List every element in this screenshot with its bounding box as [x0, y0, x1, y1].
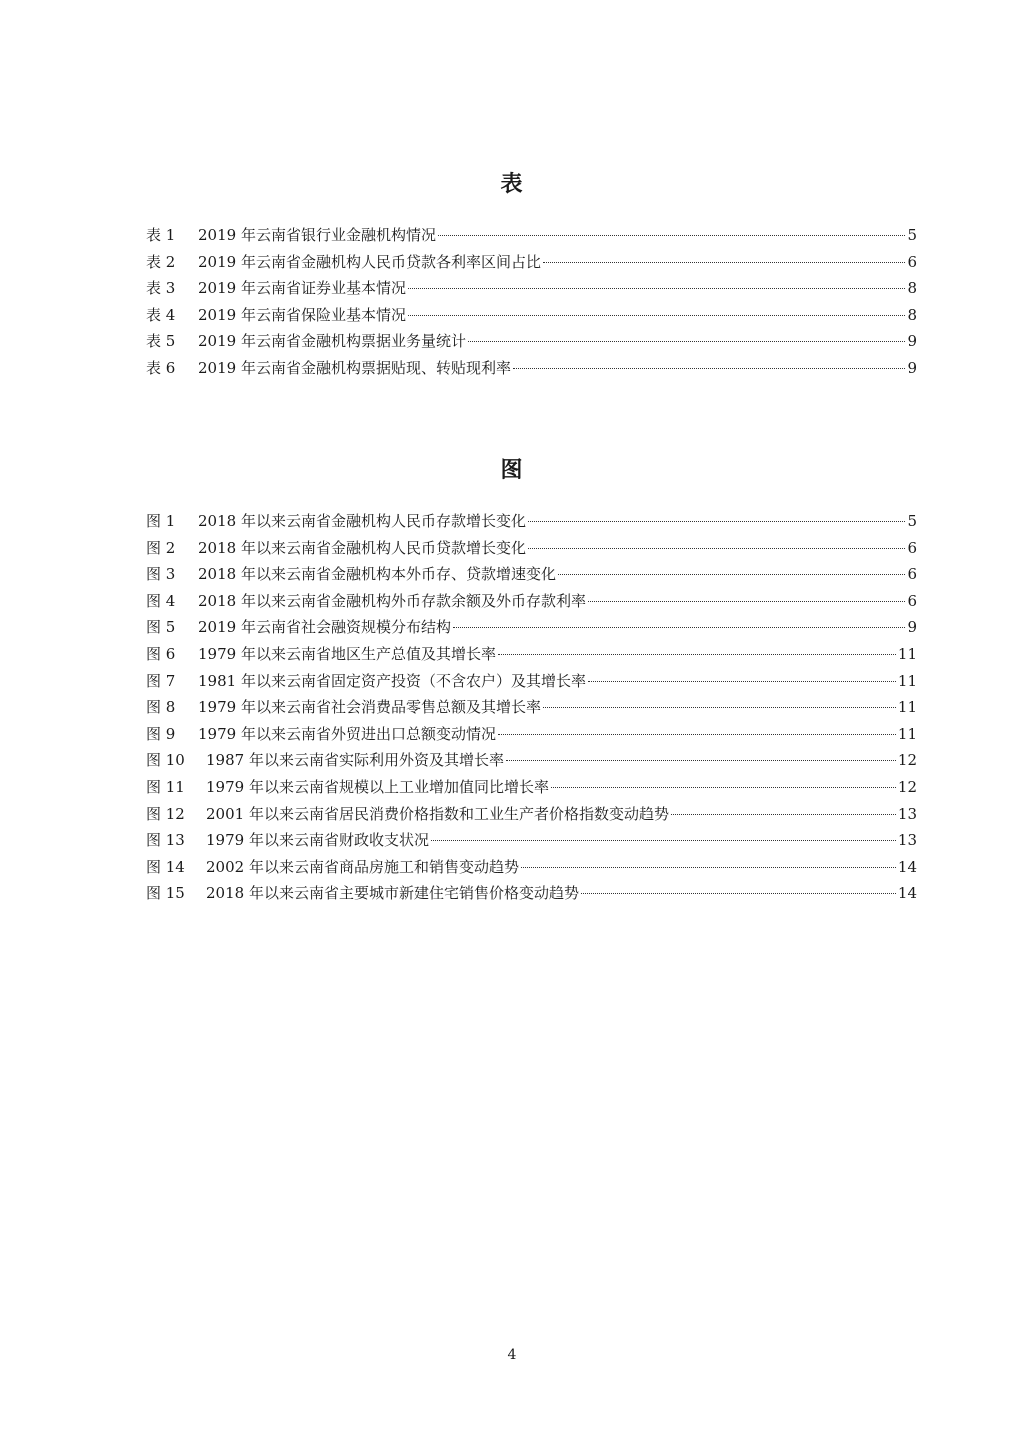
table-toc-entry-caption: 2019 年云南省金融机构人民币贷款各利率区间占比: [198, 252, 541, 271]
table-toc-entry[interactable]: [146, 355, 917, 382]
dot-leader: [551, 787, 896, 788]
table-toc-entry-page: 8: [907, 305, 917, 324]
figure-toc-entry[interactable]: [146, 880, 917, 907]
figure-toc-entry-page: 9: [907, 618, 917, 637]
figure-toc-entry-page: 14: [897, 857, 917, 876]
figure-toc-entry[interactable]: [146, 774, 917, 801]
figure-toc-entry[interactable]: [146, 747, 917, 774]
figure-toc-entry-label: 图 11: [146, 777, 185, 796]
dot-leader: [506, 760, 896, 761]
figures-toc-list: [146, 508, 917, 907]
table-toc-entry-label: 表 6: [146, 358, 176, 377]
dot-leader: [468, 341, 906, 342]
figure-toc-entry-label: 图 10: [146, 751, 185, 770]
figure-toc-entry-page: 5: [907, 512, 917, 530]
tables-section-title: 表: [500, 171, 524, 197]
figure-toc-entry[interactable]: [146, 508, 917, 535]
table-toc-entry-label: 表 4: [146, 305, 176, 324]
figure-toc-entry[interactable]: [146, 854, 917, 881]
figure-toc-entry-label: 图 3: [146, 565, 176, 584]
dot-leader: [521, 867, 896, 868]
dot-leader: [528, 521, 906, 522]
figure-toc-entry-caption: 1979 年以来云南省地区生产总值及其增长率: [198, 644, 496, 663]
dot-leader: [588, 601, 906, 602]
figure-toc-entry-page: 14: [897, 884, 917, 903]
figure-toc-entry-label: 图 15: [146, 884, 185, 903]
table-toc-entry[interactable]: [146, 275, 917, 302]
figure-toc-entry-label: 图 9: [146, 724, 176, 743]
figure-toc-entry-caption: 2018 年以来云南省金融机构人民币存款增长变化: [198, 512, 526, 530]
figure-toc-entry-page: 12: [897, 777, 917, 796]
table-toc-entry-caption: 2019 年云南省金融机构票据贴现、转贴现利率: [198, 358, 511, 377]
dot-leader: [498, 734, 896, 735]
dot-leader: [453, 627, 906, 628]
figure-toc-entry-page: 11: [897, 698, 917, 717]
figure-toc-entry[interactable]: [146, 614, 917, 641]
figure-toc-entry[interactable]: [146, 588, 917, 615]
figure-toc-entry-caption: 1979 年以来云南省规模以上工业增加值同比增长率: [206, 777, 549, 796]
table-toc-entry[interactable]: [146, 249, 917, 276]
dot-leader: [543, 262, 906, 263]
figure-toc-entry-caption: 1979 年以来云南省外贸进出口总额变动情况: [198, 724, 496, 743]
table-toc-entry[interactable]: [146, 302, 917, 329]
figure-toc-entry-label: 图 12: [146, 804, 185, 823]
figure-toc-entry-caption: 2018 年以来云南省主要城市新建住宅销售价格变动趋势: [206, 884, 579, 903]
figures-section-title: 图: [500, 457, 524, 483]
table-toc-entry-caption: 2019 年云南省保险业基本情况: [198, 305, 406, 324]
figure-toc-entry-label: 图 1: [146, 512, 176, 530]
table-toc-entry[interactable]: [146, 222, 917, 249]
dot-leader: [498, 654, 896, 655]
dot-leader: [408, 315, 906, 316]
figure-toc-entry-label: 图 7: [146, 671, 176, 690]
figure-toc-entry-page: 11: [897, 671, 917, 690]
figure-toc-entry-page: 11: [897, 644, 917, 663]
figure-toc-entry[interactable]: [146, 561, 917, 588]
table-toc-entry-page: 5: [907, 226, 917, 244]
dot-leader: [581, 893, 896, 894]
table-toc-entry-label: 表 3: [146, 279, 176, 298]
figure-toc-entry-label: 图 5: [146, 618, 176, 637]
figure-toc-entry-caption: 1981 年以来云南省固定资产投资（不含农户）及其增长率: [198, 671, 586, 690]
dot-leader: [671, 814, 896, 815]
table-toc-entry-caption: 2019 年云南省金融机构票据业务量统计: [198, 332, 466, 351]
figure-toc-entry-caption: 2002 年以来云南省商品房施工和销售变动趋势: [206, 857, 519, 876]
dot-leader: [528, 548, 906, 549]
dot-leader: [543, 707, 896, 708]
figure-toc-entry-page: 12: [897, 751, 917, 770]
table-toc-entry-label: 表 2: [146, 252, 176, 271]
page-number: 4: [507, 1347, 517, 1363]
dot-leader: [408, 288, 906, 289]
dot-leader: [513, 368, 906, 369]
figure-toc-entry[interactable]: [146, 535, 917, 562]
figure-toc-entry-label: 图 13: [146, 831, 185, 850]
figure-toc-entry-page: 13: [897, 831, 917, 850]
figure-toc-entry-page: 6: [907, 538, 917, 557]
figure-toc-entry[interactable]: [146, 668, 917, 695]
dot-leader: [588, 681, 896, 682]
figure-toc-entry-caption: 1979 年以来云南省财政收支状况: [206, 831, 429, 850]
figure-toc-entry-caption: 2018 年以来云南省金融机构外币存款余额及外币存款利率: [198, 591, 586, 610]
tables-toc-list: [146, 222, 917, 382]
figure-toc-entry-label: 图 2: [146, 538, 176, 557]
figure-toc-entry-page: 6: [907, 591, 917, 610]
figure-toc-entry-label: 图 14: [146, 857, 185, 876]
table-toc-entry-page: 8: [907, 279, 917, 298]
figure-toc-entry[interactable]: [146, 801, 917, 828]
figure-toc-entry-caption: 2001 年以来云南省居民消费价格指数和工业生产者价格指数变动趋势: [206, 804, 669, 823]
figure-toc-entry-page: 13: [897, 804, 917, 823]
figure-toc-entry[interactable]: [146, 827, 917, 854]
figure-toc-entry-caption: 2018 年以来云南省金融机构人民币贷款增长变化: [198, 538, 526, 557]
figure-toc-entry-caption: 2018 年以来云南省金融机构本外币存、贷款增速变化: [198, 565, 556, 584]
table-toc-entry-label: 表 1: [146, 226, 176, 244]
table-toc-entry-label: 表 5: [146, 332, 176, 351]
figure-toc-entry-caption: 1979 年以来云南省社会消费品零售总额及其增长率: [198, 698, 541, 717]
figure-toc-entry-caption: 2019 年云南省社会融资规模分布结构: [198, 618, 451, 637]
table-toc-entry-caption: 2019 年云南省银行业金融机构情况: [198, 226, 436, 244]
figure-toc-entry-caption: 1987 年以来云南省实际利用外资及其增长率: [206, 751, 504, 770]
figure-toc-entry[interactable]: [146, 694, 917, 721]
table-toc-entry-page: 9: [907, 358, 917, 377]
figure-toc-entry-page: 11: [897, 724, 917, 743]
figure-toc-entry-page: 6: [907, 565, 917, 584]
figure-toc-entry[interactable]: [146, 721, 917, 748]
dot-leader: [558, 574, 906, 575]
table-toc-entry[interactable]: [146, 328, 917, 355]
table-toc-entry-caption: 2019 年云南省证券业基本情况: [198, 279, 406, 298]
table-toc-entry-page: 9: [907, 332, 917, 351]
figure-toc-entry-label: 图 8: [146, 698, 176, 717]
dot-leader: [431, 840, 896, 841]
figure-toc-entry[interactable]: [146, 641, 917, 668]
table-toc-entry-page: 6: [907, 252, 917, 271]
dot-leader: [438, 235, 906, 236]
figure-toc-entry-label: 图 4: [146, 591, 176, 610]
figure-toc-entry-label: 图 6: [146, 644, 176, 663]
